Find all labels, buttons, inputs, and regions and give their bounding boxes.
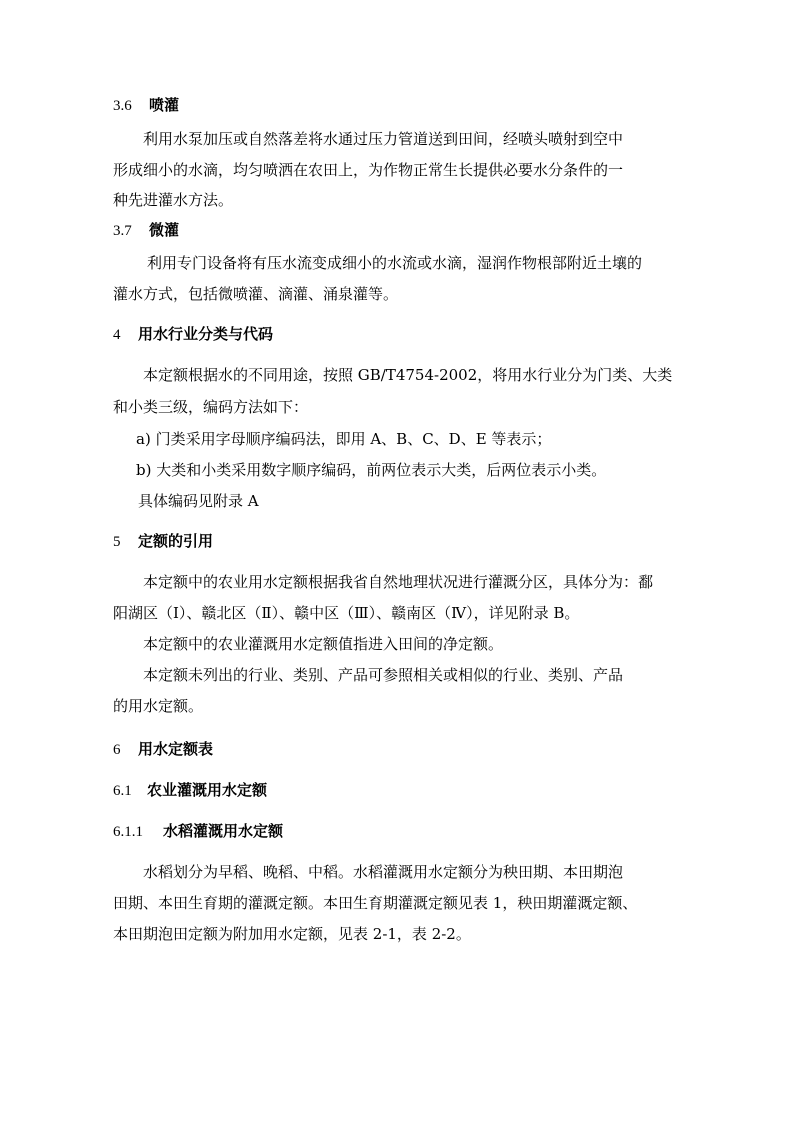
paragraph-line: 本定额未列出的行业、类别、产品可参照相关或相似的行业、类别、产品 — [143, 666, 624, 684]
section-title: 水稻灌溉用水定额 — [163, 822, 284, 840]
paragraph-line: 和小类三级，编码方法如下： — [113, 398, 309, 416]
paragraph-line: 本定额根据水的不同用途，按照 GB/T4754-2002，将用水行业分为门类、大类 — [143, 366, 673, 384]
paragraph-line: 田期、本田生育期的灌溉定额。本田生育期灌溉定额见表 1，秧田期灌溉定额、 — [113, 894, 638, 912]
section-number: 6.1.1 — [113, 824, 143, 840]
section-title: 农业灌溉用水定额 — [147, 781, 268, 799]
paragraph-line: 具体编码见附录 A — [138, 492, 259, 510]
section-3-6-heading — [113, 95, 179, 115]
section-title: 喷灌 — [149, 96, 180, 114]
section-number: 3.7 — [113, 223, 132, 239]
paragraph-line: 的用水定额。 — [113, 697, 204, 715]
section-6-1-heading — [113, 780, 267, 800]
paragraph-line: 水稻划分为早稻、晚稻、中稻。水稻灌溉用水定额分为秧田期、本田期泡 — [143, 863, 624, 881]
section-number: 3.6 — [113, 98, 132, 114]
paragraph-line: 利用专门设备将有压水流变成细小的水流或水滴，湿润作物根部附近土壤的 — [147, 254, 643, 272]
section-3-7-heading — [113, 220, 179, 240]
section-4-heading — [113, 324, 273, 344]
paragraph-line: 形成细小的水滴，均匀喷洒在农田上，为作物正常生长提供必要水分条件的一 — [113, 161, 624, 179]
section-title: 用水定额表 — [138, 740, 214, 758]
paragraph-line: 种先进灌水方法。 — [113, 191, 234, 209]
section-title: 用水行业分类与代码 — [138, 325, 274, 343]
section-title: 微灌 — [149, 221, 180, 239]
section-6-1-1-heading — [113, 821, 283, 841]
paragraph-line: 利用水泵加压或自然落差将水通过压力管道送到田间，经喷头喷射到空中 — [143, 130, 624, 148]
section-5-heading — [113, 531, 213, 551]
list-item: b) 大类和小类采用数字顺序编码，前两位表示大类，后两位表示小类。 — [136, 461, 607, 479]
section-6-heading — [113, 739, 213, 759]
paragraph-line: 灌水方式，包括微喷灌、滴灌、涌泉灌等。 — [113, 285, 399, 303]
paragraph-line: 本定额中的农业用水定额根据我省自然地理状况进行灌溉分区，具体分为：鄱 — [143, 573, 654, 591]
section-number: 6.1 — [113, 783, 132, 799]
section-number: 6 — [113, 742, 121, 758]
paragraph-line: 本田期泡田定额为附加用水定额，见表 2-1，表 2-2。 — [113, 925, 471, 943]
paragraph-line: 阳湖区（Ⅰ）、赣北区（Ⅱ）、赣中区（Ⅲ）、赣南区（Ⅳ），详见附录 B。 — [113, 604, 580, 622]
section-title: 定额的引用 — [138, 532, 214, 550]
section-number: 4 — [113, 327, 121, 343]
section-number: 5 — [113, 534, 121, 550]
paragraph-line: 本定额中的农业灌溉用水定额值指进入田间的净定额。 — [143, 635, 504, 653]
list-item: a) 门类采用字母顺序编码法，即用 A、B、C、D、E 等表示； — [136, 430, 552, 448]
